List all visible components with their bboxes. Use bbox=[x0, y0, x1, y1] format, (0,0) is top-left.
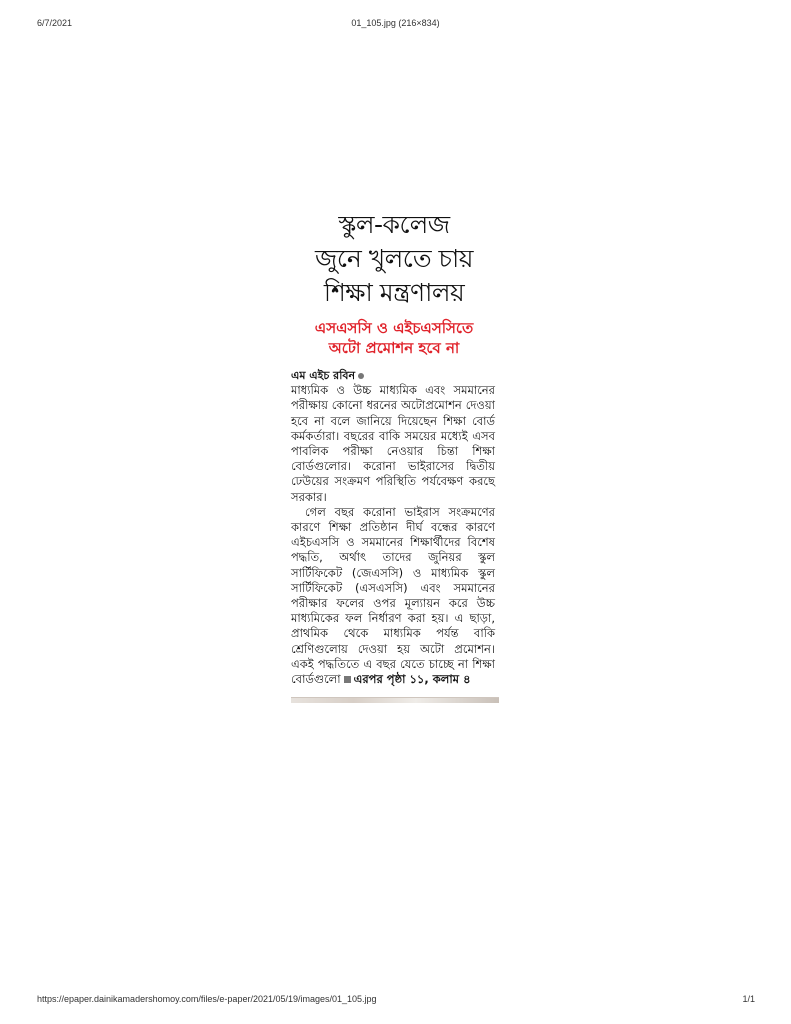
subheadline-line-1: এসএসসি ও এইচএসসিতে bbox=[314, 319, 474, 337]
newspaper-clipping bbox=[287, 208, 501, 703]
headline-line-1: স্কুল-কলেজ bbox=[338, 210, 450, 239]
page-count: 1/1 bbox=[742, 994, 755, 1004]
article-paragraph-2 bbox=[291, 505, 495, 687]
byline: এম এইচ রবিন bbox=[291, 369, 356, 382]
source-url[interactable]: https://epaper.dainikamadershomoy.com/files/e-paper/2021/05/19/images/01_105.jpg bbox=[37, 994, 377, 1004]
byline-row bbox=[291, 368, 495, 383]
subheadline bbox=[287, 318, 501, 358]
article-paragraph-1: মাধ্যমিক ও উচ্চ মাধ্যমিক এবং সমমানের পরীক্ষায় কোনো ধরনের অটোপ্রমোশন দেওয়া হবে না বলে জানিয়ে দিয়েছেন শিক্ষা বোর্ড কর্মকর্তারা। বছরের বাকি সময়ের মধ্যেই এসব পাবলিক পরীক্ষা নেওয়ার চিন্তা শিক্ষা বোর্ডগুলোর। করোনা ভাইরাসের দ্বিতীয় ঢেউয়ের সংক্রমণ পরিস্থিতি পর্যবেক্ষণ করছে সরকার। bbox=[291, 383, 495, 504]
print-date: 6/7/2021 bbox=[37, 18, 73, 28]
subheadline-line-2: অটো প্রমোশন হবে না bbox=[328, 339, 460, 357]
continuation-square-icon bbox=[344, 676, 351, 683]
article-paragraph-2-text: গেল বছর করোনা ভাইরাস সংক্রমণের কারণে শিক্ষা প্রতিষ্ঠান দীর্ঘ বন্ধের কারণে এইচএসসি ও সমমানের শিক্ষার্থীদের বিশেষ পদ্ধতি, অর্থাৎ তাদের জুনিয়র স্কুল সার্টিফিকেট (জেএসসি) ও মাধ্যমিক স্কুল সার্টিফিকেট (এসএসসি) এবং সমমানের পরীক্ষার ফলের ওপর মূল্যায়ন করে উচ্চ মাধ্যমিকের ফল নির্ধারণ করা হয়। এ ছাড়া, প্রাথমিক থেকে মাধ্যমিক পর্যন্ত বাকি শ্রেণিগুলোয় দেওয়া হয় অটো প্রমোশন। একই পদ্ধতিতে এ বছর যেতে চাচ্ছে না শিক্ষা বোর্ডগুলো bbox=[291, 504, 495, 687]
bullet-icon bbox=[358, 373, 364, 379]
headline-line-3: শিক্ষা মন্ত্রণালয় bbox=[323, 278, 465, 307]
headline-line-2: জুনে খুলতে চায় bbox=[314, 244, 474, 273]
photo-strip bbox=[291, 697, 499, 703]
headline bbox=[287, 208, 501, 310]
continuation-note: এরপর পৃষ্ঠা ১১, কলাম ৪ bbox=[353, 672, 471, 687]
print-title: 01_105.jpg (216×834) bbox=[351, 18, 440, 28]
article-body bbox=[287, 368, 501, 703]
